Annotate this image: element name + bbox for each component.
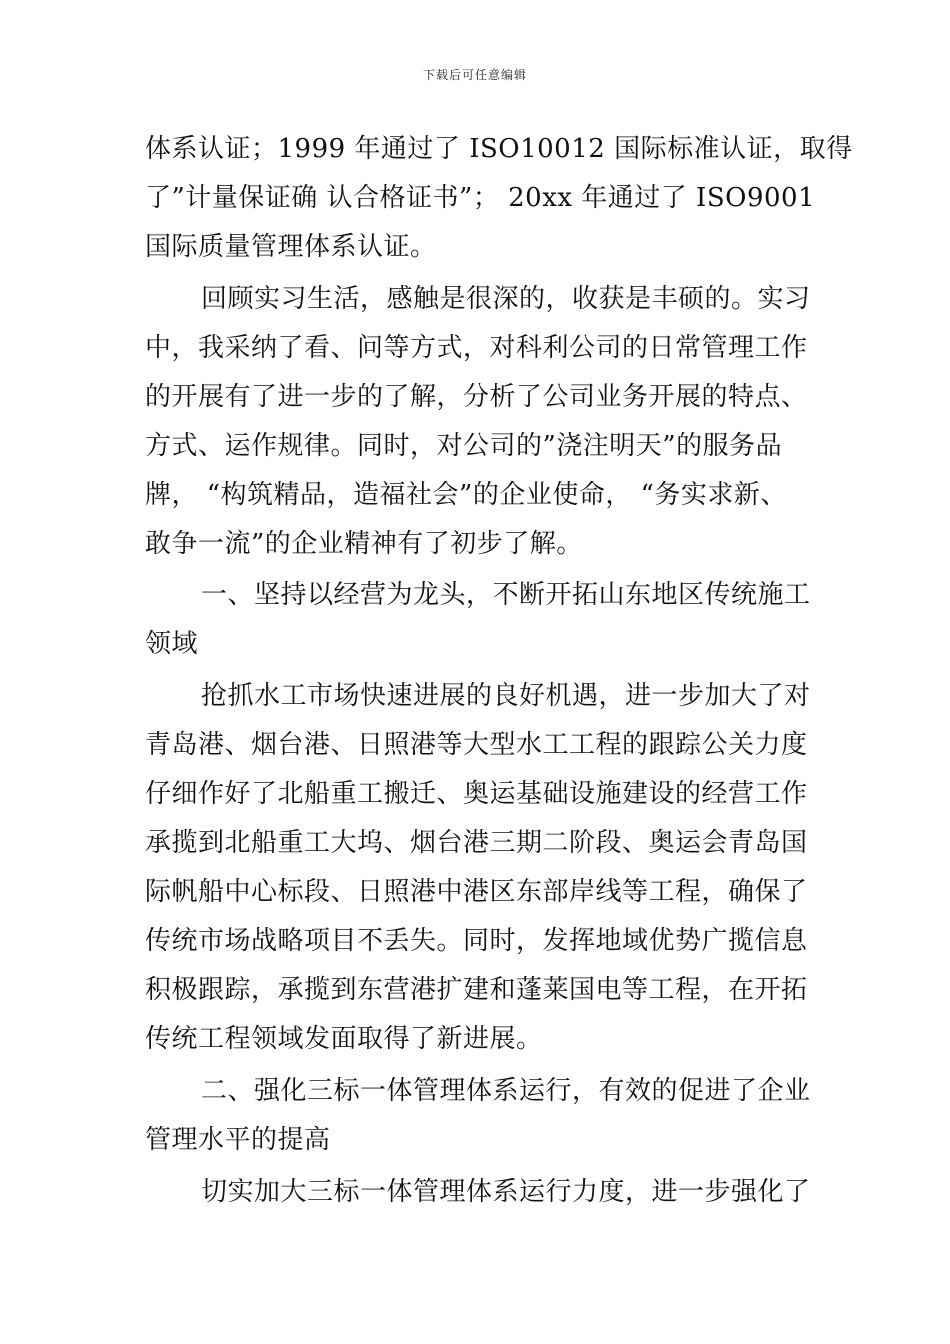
- header-note: 下载后可任意编辑: [422, 68, 527, 82]
- section-heading-line: 二、强化三标一体管理体系运行，有效的促进了企业: [201, 1076, 811, 1106]
- text-line: 体系认证；1999 年通过了 ISO10012 国际标准认证，取得: [145, 134, 853, 164]
- text-line: 敢争一流”的企业精神有了初步了解。: [145, 529, 583, 559]
- text-line: 仔细作好了北船重工搬迁、奥运基础设施建设的经营工作: [145, 779, 808, 809]
- section-heading-line: 管理水平的提高: [145, 1125, 331, 1155]
- text-line: 中，我采纳了看、问等方式，对科利公司的日常管理工作: [145, 333, 808, 363]
- paragraph-first-line: 回顾实习生活，感触是很深的，收获是丰硕的。实习: [201, 284, 811, 314]
- text-line: 牌， “构筑精品，造福社会”的企业使命， “务实求新、: [145, 480, 787, 510]
- text-line: 方式、运作规律。同时，对公司的”浇注明天”的服务品: [145, 431, 783, 461]
- text-line: 青岛港、烟台港、日照港等大型水工工程的跟踪公关力度: [145, 730, 808, 760]
- paragraph-first-line: 切实加大三标一体管理体系运行力度，进一步强化了: [201, 1177, 811, 1207]
- section-heading-line: 领域: [145, 629, 199, 659]
- paragraph-first-line: 抢抓水工市场快速进展的良好机遇，进一步加大了对: [201, 681, 811, 711]
- text-line: 际帆船中心标段、日照港中港区东部岸线等工程，确保了: [145, 877, 808, 907]
- text-line: 传统工程领域发面取得了新进展。: [145, 1024, 543, 1054]
- text-line: 国际质量管理体系认证。: [145, 232, 437, 262]
- section-heading-line: 一、坚持以经营为龙头，不断开拓山东地区传统施工: [201, 580, 811, 610]
- text-line: 的开展有了进一步的了解，分析了公司业务开展的特点、: [145, 382, 808, 412]
- text-line: 承揽到北船重工大坞、烟台港三期二阶段、奥运会青岛国: [145, 828, 808, 858]
- text-line: 了”计量保证确 认合格证书”； 20xx 年通过了 ISO9001: [145, 183, 816, 213]
- text-line: 积极跟踪，承揽到东营港扩建和蓬莱国电等工程，在开拓: [145, 975, 808, 1005]
- text-line: 传统市场战略项目不丢失。同时，发挥地域优势广揽信息: [145, 926, 808, 956]
